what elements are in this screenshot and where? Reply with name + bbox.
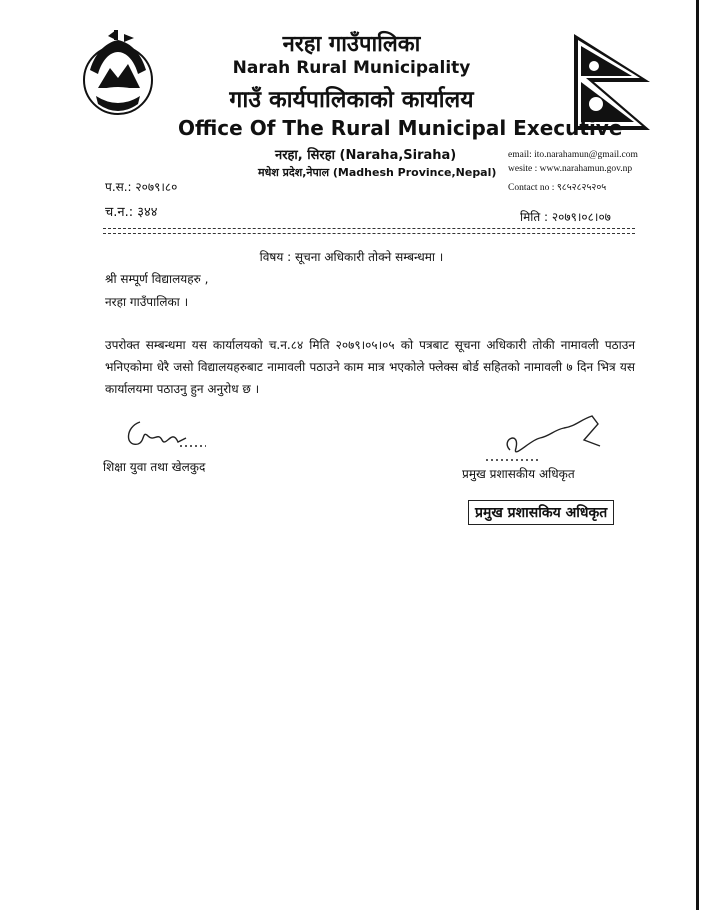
recipient-line-2: नरहा गाउँपालिका । — [105, 295, 189, 309]
right-signature-icon — [480, 410, 610, 470]
letter-date: मिति : २०७९।०८।०७ — [520, 210, 611, 224]
subject-line: विषय : सूचना अधिकारी तोक्ने सम्बन्धमा । — [259, 250, 444, 264]
email-text: email: ito.narahamun@gmail.com — [508, 150, 638, 160]
header-divider-2 — [103, 233, 635, 234]
municipality-name-en: Narah Rural Municipality — [232, 58, 471, 78]
letter-body: उपरोक्त सम्बन्धमा यस कार्यालयको च.न.८४ मिति २०७९।०५।०५ को पत्रबाट सूचना अधिकारी तोकी नामावली पठाउन भनिएकोमा धेरै जसो विद्यालयहरुबाट नामावली पठाउने काम मात्र भएकोले फ्लेक्स बोर्ड सहितको नामावली ७ दिन भित्र यस कार्यालयमा पठाउनु हुन अनुरोध छ । — [105, 338, 635, 396]
office-name-en: Office Of The Rural Municipal Executive — [178, 116, 623, 140]
recipient-line-1: श्री सम्पूर्ण विद्यालयहरु , — [105, 272, 209, 286]
patra-sankhya: प.स.: २०७९।८० — [105, 180, 178, 194]
address-np: नरहा, सिरहा (Naraha,Siraha) — [275, 148, 457, 163]
contact-number: Contact no : ९८५२८२५२०५ — [508, 183, 607, 193]
left-signatory-title: शिक्षा युवा तथा खेलकुद — [103, 460, 206, 474]
address-province: मधेश प्रदेश,नेपाल (Madhesh Province,Nepal) — [258, 166, 497, 179]
header-divider — [103, 228, 635, 229]
right-signatory-title: प्रमुख प्रशासकीय अधिकृत — [462, 467, 575, 481]
municipality-name-np: नरहा गाउँपालिका — [282, 32, 421, 57]
left-signature-icon — [120, 412, 210, 452]
official-stamp: प्रमुख प्रशासकिय अधिकृत — [468, 500, 614, 525]
chalani-number: च.न.: ३४४ — [105, 205, 158, 220]
office-name-np: गाउँ कार्यपालिकाको कार्यालय — [229, 87, 474, 113]
scan-edge-line — [696, 0, 699, 910]
website-text: wesite : www.narahamun.gov.np — [508, 164, 633, 174]
